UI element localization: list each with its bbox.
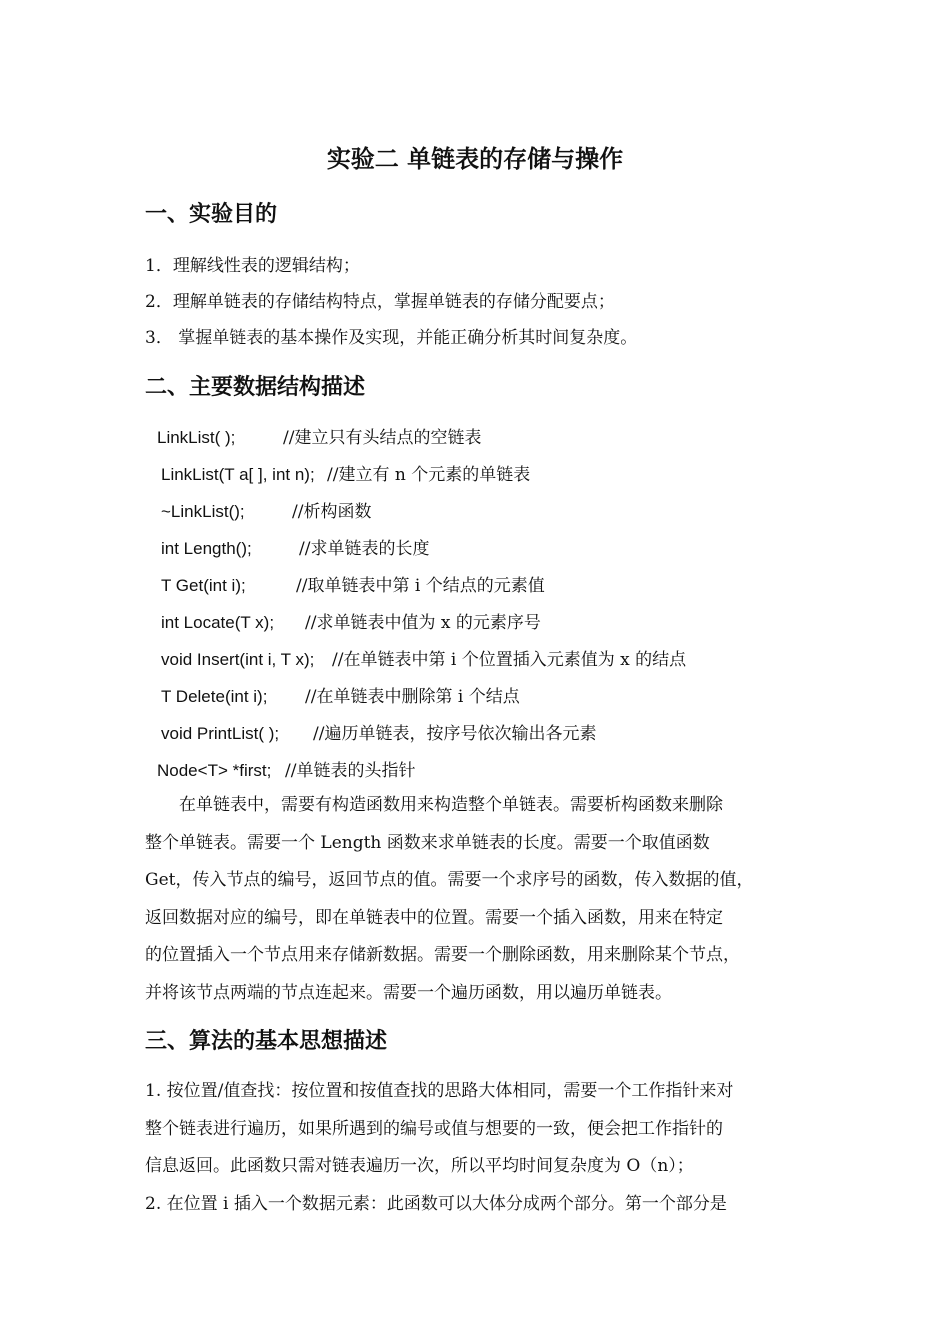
paragraph-line: Get，传入节点的编号，返回节点的值。需要一个求序号的函数，传入数据的值， xyxy=(145,870,754,890)
code-line xyxy=(161,611,541,635)
code-signature: int Length(); xyxy=(161,539,252,558)
code-line xyxy=(161,685,520,709)
code-comment: //建立只有头结点的空链表 xyxy=(283,428,482,448)
code-line xyxy=(161,574,545,598)
objective-item: 1．理解线性表的逻辑结构； xyxy=(145,256,360,276)
code-signature: T Get(int i); xyxy=(161,576,246,595)
paragraph-line: 1. 按位置/值查找：按位置和按值查找的思路大体相同，需要一个工作指针来对 xyxy=(145,1081,734,1101)
code-comment: //遍历单链表，按序号依次输出各元素 xyxy=(313,724,597,744)
objective-item: 2．理解单链表的存储结构特点，掌握单链表的存储分配要点； xyxy=(145,292,615,312)
section-paragraph xyxy=(145,787,810,1012)
paragraph-line: 整个单链表。需要一个 Length 函数来求单链表的长度。需要一个取值函数 xyxy=(145,832,710,853)
code-line xyxy=(161,537,429,561)
code-signature: ~LinkList(); xyxy=(161,502,245,521)
section-paragraph xyxy=(145,1073,810,1223)
paragraph-line: 并将该节点两端的节点连起来。需要一个遍历函数，用以遍历单链表。 xyxy=(145,982,672,1003)
code-signature: void Insert(int i, T x); xyxy=(161,650,315,669)
code-line xyxy=(161,648,686,672)
code-signature: int Locate(T x); xyxy=(161,613,275,632)
code-signature: Node<T> *first; xyxy=(157,761,272,780)
code-comment: //单链表的头指针 xyxy=(285,761,416,781)
code-comment: //求单链表的长度 xyxy=(299,539,430,559)
code-line xyxy=(161,463,530,487)
paragraph-line: 整个链表进行遍历，如果所遇到的编号或值与想要的一致，便会把工作指针的 xyxy=(145,1118,723,1139)
paragraph-line: 2. 在位置 i 插入一个数据元素：此函数可以大体分成两个部分。第一个部分是 xyxy=(145,1193,727,1214)
code-signature: LinkList( ); xyxy=(157,428,236,447)
code-comment: //求单链表中值为 x 的元素序号 xyxy=(305,613,541,633)
code-line xyxy=(161,500,371,524)
code-comment: //在单链表中删除第 i 个结点 xyxy=(305,687,520,707)
code-comment: //在单链表中第 i 个位置插入元素值为 x 的结点 xyxy=(332,650,687,670)
code-signature: T Delete(int i); xyxy=(161,687,268,706)
objective-item: 3． 掌握单链表的基本操作及实现，并能正确分析其时间复杂度。 xyxy=(145,328,638,348)
paragraph-line: 在单链表中，需要有构造函数用来构造整个单链表。需要析构函数来删除 xyxy=(179,795,723,815)
code-line xyxy=(157,426,481,450)
document-title: 实验二 单链表的存储与操作 xyxy=(326,145,624,173)
code-comment: //取单链表中第 i 个结点的元素值 xyxy=(296,576,545,596)
code-comment: //建立有 n 个元素的单链表 xyxy=(327,465,531,485)
paragraph-line: 返回数据对应的编号，即在单链表中的位置。需要一个插入函数，用来在特定 xyxy=(145,907,723,928)
code-signature: void PrintList( ); xyxy=(161,724,280,743)
section-heading-objectives: 一、实验目的 xyxy=(145,202,278,227)
code-line xyxy=(161,722,596,746)
code-line xyxy=(157,759,415,783)
section-heading-data-structures: 二、主要数据结构描述 xyxy=(145,375,366,400)
code-signature: LinkList(T a[ ], int n); xyxy=(161,465,315,484)
code-comment: //析构函数 xyxy=(292,502,372,522)
paragraph-line: 的位置插入一个节点用来存储新数据。需要一个删除函数，用来删除某个节点， xyxy=(145,945,740,965)
paragraph-line: 信息返回。此函数只需对链表遍历一次，所以平均时间复杂度为 O（n）； xyxy=(145,1156,694,1176)
section-heading-algorithm: 三、算法的基本思想描述 xyxy=(145,1029,388,1054)
